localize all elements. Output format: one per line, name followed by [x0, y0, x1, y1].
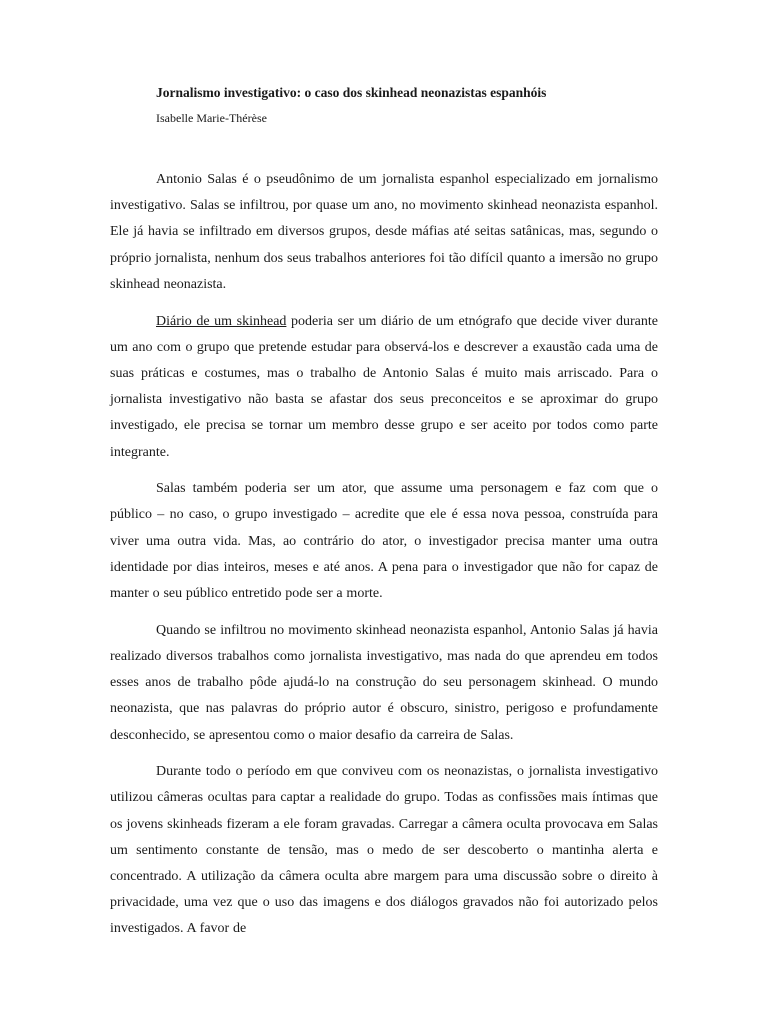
book-title-link[interactable]: Diário de um skinhead	[156, 313, 287, 329]
document-body	[110, 167, 658, 953]
paragraph-1: Antonio Salas é o pseudônimo de um jornalista espanhol especializado em jornalismo investigativo. Salas se infiltrou, por quase um ano, no movimento skinhead neonazista espanhol. Ele já havia se infiltrado em diversos grupos, desde máfias até seitas satânicas, mas, segundo o próprio jornalista, nenhum dos seus trabalhos anteriores foi tão difícil quanto a imersão no grupo skinhead neonazista.	[110, 172, 658, 292]
paragraph-4: Quando se infiltrou no movimento skinhead neonazista espanhol, Antonio Salas já havia realizado diversos trabalhos como jornalista investigativo, mas nada do que aprendeu em todos esses anos de trabalho pôde ajudá-lo na construção do seu personagem skinhead. O mundo neonazista, que nas palavras do próprio autor é obscuro, sinistro, perigoso e profundamente desconhecido, se apresentou como o maior desafio da carreira de Salas.	[110, 622, 658, 743]
paragraph-5: Durante todo o período em que conviveu com os neonazistas, o jornalista investigativo utilizou câmeras ocultas para captar a realidade do grupo. Todas as confissões mais íntimas que os jovens skinheads fizeram a ele foram gravadas. Carregar a câmera oculta provocava em Salas um sentimento constante de tensão, mas o medo de ser descoberto o mantinha alerta e concentrado. A utilização da câmera oculta abre margem para uma discussão sobre o direito à privacidade, uma vez que o uso das imagens e dos diálogos gravados não foi autorizado pelos investigados. A favor de	[110, 764, 658, 937]
document-header	[156, 84, 676, 126]
paragraph-2	[110, 309, 658, 466]
document-author: Isabelle Marie-Thérèse	[156, 111, 267, 125]
document-title: Jornalismo investigativo: o caso dos skinhead neonazistas espanhóis	[156, 85, 547, 100]
paragraph-3: Salas também poderia ser um ator, que assume uma personagem e faz com que o público – no caso, o grupo investigado – acredite que ele é essa nova pessoa, construída para viver uma outra vida. Mas, ao contrário do ator, o investigador precisa manter uma outra identidade por dias inteiros, meses e até anos. A pena para o investigador que não for capaz de manter o seu público entretido pode ser a morte.	[110, 481, 658, 602]
paragraph-2-text: poderia ser um diário de um etnógrafo que decide viver durante um ano com o grupo que pretende estudar para observá-los e descrever a exaustão cada uma de suas práticas e costumes, mas o trabalho de Antonio Salas é muito mais arriscado. Para o jornalista investigativo não basta se afastar dos seus preconceitos e se aproximar do grupo investigado, ele precisa se tornar um membro desse grupo e ser aceito por todos como parte integrante.	[110, 313, 658, 460]
